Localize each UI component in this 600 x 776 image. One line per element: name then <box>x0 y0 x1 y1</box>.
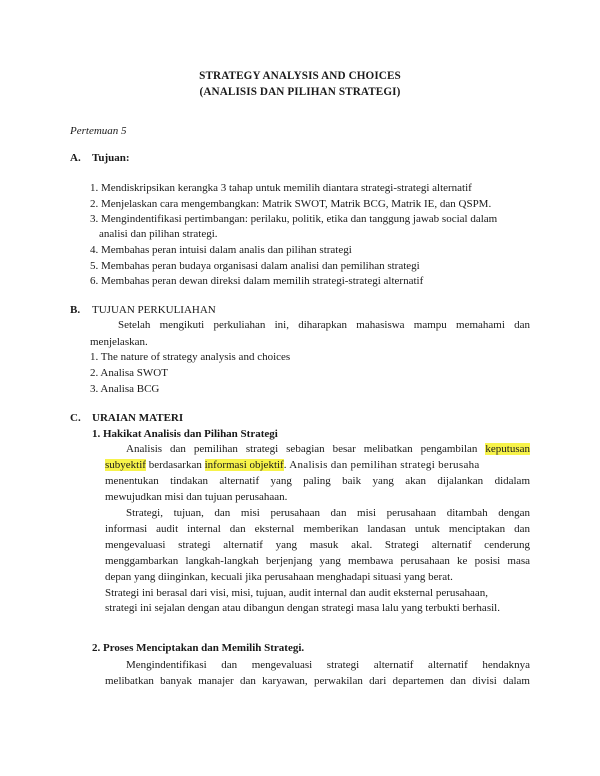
subsection-1-heading: 1. Hakikat Analisis dan Pilihan Strategi <box>92 428 278 440</box>
paragraph-line: mengevaluasi strategi alternatif yang masuk akal. Strategi alternatif cenderung <box>105 539 530 551</box>
document-title: STRATEGY ANALYSIS AND CHOICES <box>199 70 401 82</box>
section-b-heading: TUJUAN PERKULIAHAN <box>92 304 216 316</box>
objective-item-continued: analisi dan pilihan strategi. <box>99 228 218 240</box>
objective-item: 3. Mengindentifikasi pertimbangan: perilaku, politik, etika dan tanggung jawab social dalam <box>90 213 498 225</box>
section-b-letter: B. <box>70 304 81 316</box>
goal-item: 1. The nature of strategy analysis and choices <box>90 351 291 363</box>
highlight-keputusan: keputusan <box>485 443 531 455</box>
paragraph-line: strategi ini sejalan dengan atau dibangun dengan strategi masa lalu yang terbukti berhasil. <box>105 602 500 614</box>
paragraph-line: menggambarkan langkah-langkah berjenjang yang membawa perusahaan ke posisi masa <box>105 555 530 567</box>
objective-item: 2. Menjelaskan cara mengembangkan: Matrik SWOT, Matrik BCG, Matrik IE, dan QSPM. <box>90 198 492 210</box>
objective-item: 6. Membahas peran dewan direksi dalam memilih strategi-strategi alternatif <box>90 275 424 287</box>
objective-item: 5. Membahas peran budaya organisasi dalam analisi dan pemilihan strategi <box>90 260 420 272</box>
paragraph-line: depan yang diinginkan, kecuali jika perusahaan menghadapi situasi yang berat. <box>105 571 453 583</box>
paragraph-line: melibatkan banyak manajer dan karyawan, perwakilan dari departemen dan divisi dalam <box>105 675 530 687</box>
paragraph-line: Analisis dan pemilihan strategi sebagian besar melibatkan pengambilan keputusan <box>126 443 531 455</box>
subsection-2-heading: 2. Proses Menciptakan dan Memilih Strategi. <box>92 642 305 654</box>
document-subtitle: (ANALISIS DAN PILIHAN STRATEGI) <box>199 86 401 98</box>
paragraph-line: menentukan tindakan alternatif yang paling baik yang akan dijalankan didalam <box>105 475 530 487</box>
goal-item: 3. Analisa BCG <box>90 383 160 395</box>
paragraph-line: mewujudkan misi dan tujuan perusahaan. <box>105 491 288 503</box>
paragraph-line: Strategi ini berasal dari visi, misi, tujuan, audit internal dan audit eksternal perusahaan, <box>105 587 489 599</box>
section-a-heading: Tujuan: <box>92 152 130 164</box>
section-c-letter: C. <box>70 412 81 424</box>
paragraph-line: Strategi, tujuan, dan misi perusahaan dan misi perusahaan ditambah dengan <box>126 507 530 519</box>
section-b-intro-continued: menjelaskan. <box>90 336 148 348</box>
paragraph-line: informasi audit internal dan eksternal memberikan landasan untuk menciptakan dan <box>105 523 530 535</box>
objective-item: 4. Membahas peran intuisi dalam analis dan pilihan strategi <box>90 244 352 256</box>
paragraph-line: subyektif berdasarkan informasi objektif. Analisis dan pemilihan strategi berusaha <box>105 459 480 471</box>
goal-item: 2. Analisa SWOT <box>90 367 168 379</box>
paragraph-line: Mengindentifikasi dan mengevaluasi strategi alternatif alternatif hendaknya <box>126 659 530 671</box>
meeting-label: Pertemuan 5 <box>70 125 127 137</box>
section-b-intro: Setelah mengikuti perkuliahan ini, diharapkan mahasiswa mampu memahami dan <box>118 319 530 331</box>
highlight-subyektif: subyektif <box>105 459 146 471</box>
objective-item: 1. Mendiskripsikan kerangka 3 tahap untuk memilih diantara strategi-strategi alternatif <box>90 182 472 194</box>
section-a-letter: A. <box>70 152 81 164</box>
highlight-informasi-objektif: informasi objektif <box>204 459 284 471</box>
section-c-heading: URAIAN MATERI <box>92 412 184 424</box>
